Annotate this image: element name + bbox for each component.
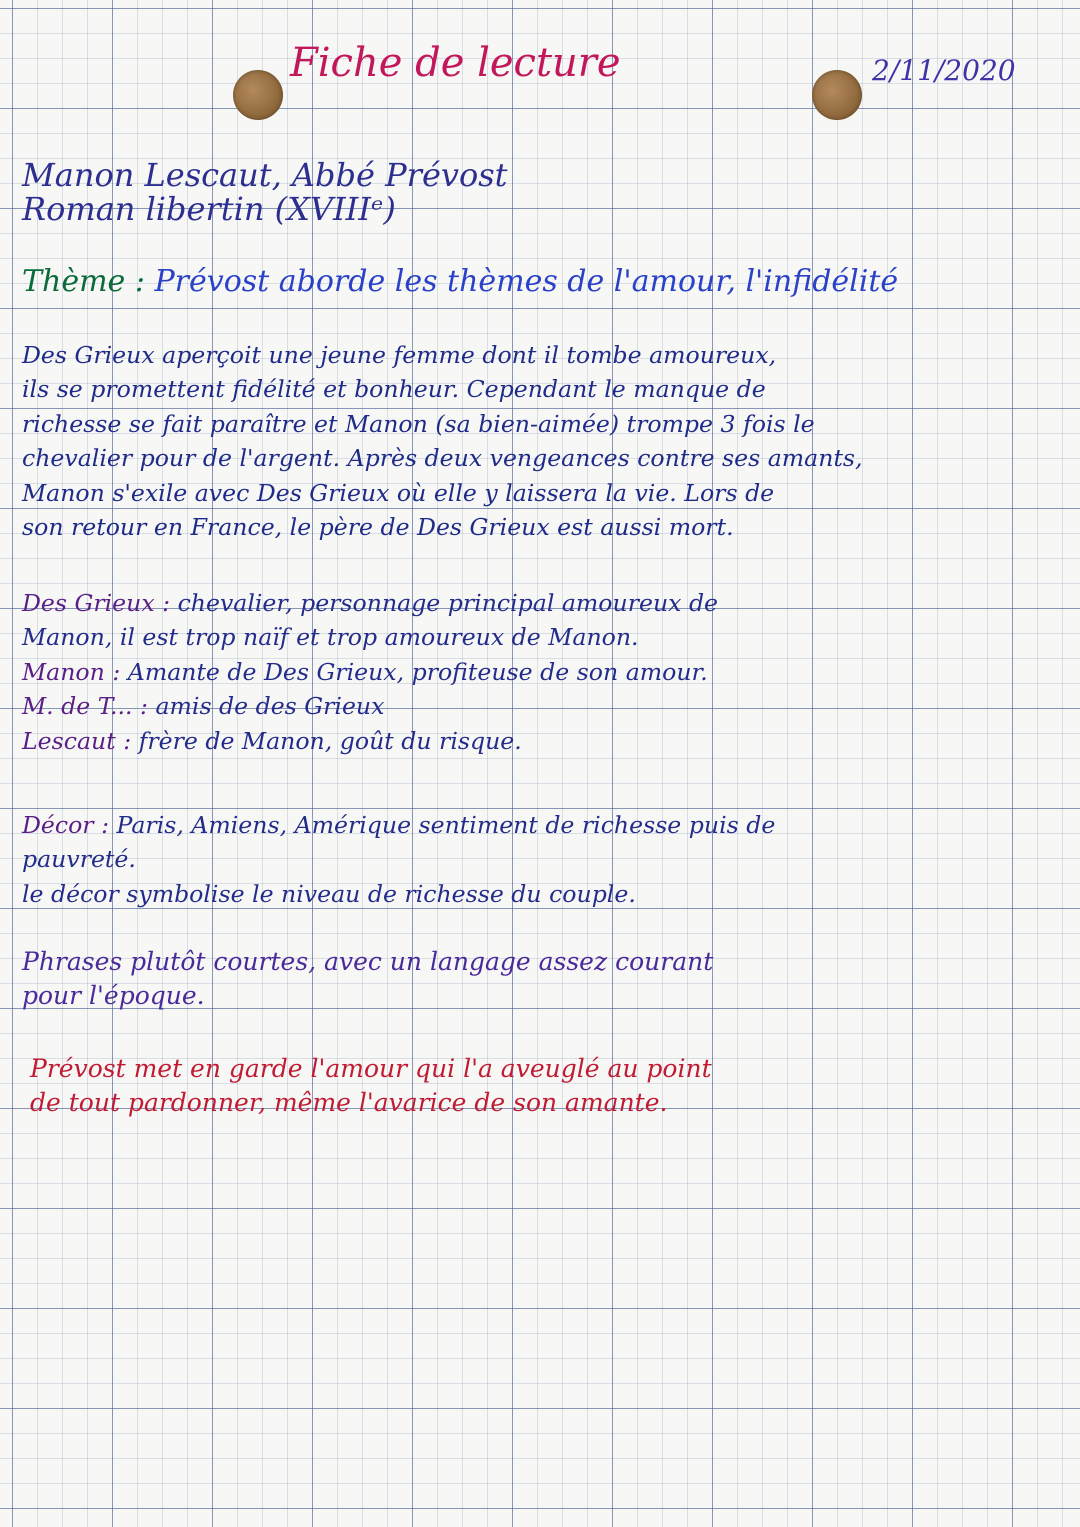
character-desc: chevalier, personnage principal amoureux de bbox=[177, 589, 719, 617]
character-label: M. de T... : bbox=[22, 692, 148, 721]
book-title-author: Manon Lescaut, Abbé Prévost bbox=[22, 156, 508, 194]
conclusion-line: de tout pardonner, même l'avarice de son amante. bbox=[30, 1088, 668, 1117]
character-manon bbox=[22, 655, 718, 689]
summary-line: Manon s'exile avec Des Grieux où elle y laissera la vie. Lors de bbox=[22, 478, 775, 507]
character-des-grieux bbox=[22, 586, 718, 620]
decor-label: Décor : bbox=[22, 811, 110, 839]
character-desc: Amante de Des Grieux, profiteuse de son amour. bbox=[127, 657, 708, 686]
decor-line: pauvreté. bbox=[22, 845, 136, 874]
style-line: pour l'époque. bbox=[22, 981, 205, 1010]
binder-hole-right bbox=[812, 70, 862, 120]
binder-hole-left bbox=[233, 70, 283, 120]
theme-section bbox=[22, 264, 898, 299]
character-label: Des Grieux : bbox=[22, 589, 171, 617]
decor-line: le décor symbolise le niveau de richesse du couple. bbox=[22, 879, 636, 908]
book-genre: Roman libertin (XVIIIᵉ) bbox=[22, 190, 396, 228]
decor-section bbox=[22, 808, 775, 911]
character-desc: amis de des Grieux bbox=[155, 692, 385, 721]
characters-section bbox=[22, 586, 718, 758]
character-label: Lescaut : bbox=[22, 726, 132, 755]
page-date: 2/11/2020 bbox=[872, 54, 1016, 87]
page-title: Fiche de lecture bbox=[290, 40, 621, 86]
conclusion-section bbox=[30, 1052, 712, 1120]
character-label: Manon : bbox=[22, 657, 121, 686]
character-m-de-t bbox=[22, 689, 718, 723]
character-desc-cont: Manon, il est trop naïf et trop amoureux de Manon. bbox=[22, 623, 639, 652]
character-lescaut bbox=[22, 724, 718, 758]
summary-line: son retour en France, le père de Des Grieux est aussi mort. bbox=[22, 513, 734, 542]
style-line: Phrases plutôt courtes, avec un langage assez courant bbox=[22, 947, 714, 976]
character-desc: frère de Manon, goût du risque. bbox=[138, 726, 522, 755]
book-info bbox=[22, 158, 508, 226]
decor-text: Paris, Amiens, Amérique sentiment de richesse puis de bbox=[116, 811, 776, 839]
decor-line bbox=[22, 808, 775, 842]
summary-line: richesse se fait paraître et Manon (sa bien-aimée) trompe 3 fois le bbox=[22, 409, 815, 438]
summary-section bbox=[22, 338, 863, 544]
theme-text: Prévost aborde les thèmes de l'amour, l'infidélité bbox=[154, 264, 899, 299]
style-section bbox=[22, 945, 713, 1013]
summary-line: Des Grieux aperçoit une jeune femme dont il tombe amoureux, bbox=[22, 341, 777, 369]
conclusion-line: Prévost met en garde l'amour qui l'a aveuglé au point bbox=[30, 1054, 712, 1083]
summary-line: ils se promettent fidélité et bonheur. Cependant le manque de bbox=[22, 375, 766, 404]
theme-label: Thème : bbox=[22, 264, 145, 299]
summary-line: chevalier pour de l'argent. Après deux vengeances contre ses amants, bbox=[22, 444, 863, 473]
